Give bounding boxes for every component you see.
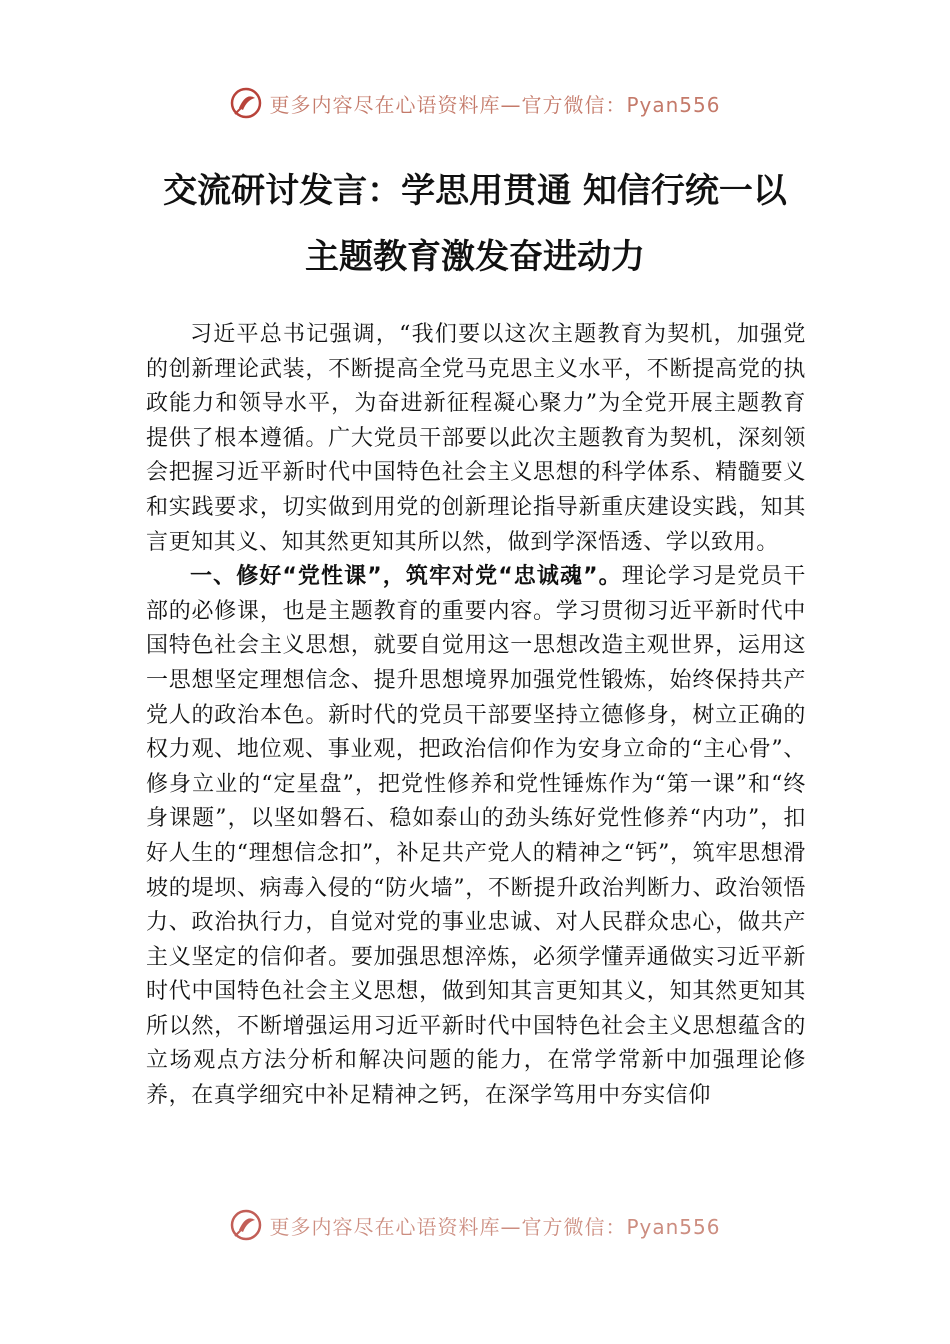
logo-icon xyxy=(229,1208,263,1242)
title-line-1: 交流研讨发言：学思用贯通 知信行统一以 xyxy=(163,171,787,211)
section-heading: 一、修好“党性课”，筑牢对党“忠诚魂”。 xyxy=(190,564,622,590)
logo-icon xyxy=(229,86,263,120)
footer-watermark xyxy=(0,1208,950,1242)
watermark-text: 更多内容尽在心语资料库—官方微信：Pyan556 xyxy=(269,1214,721,1239)
header-watermark xyxy=(0,86,950,120)
section-body: 理论学习是党员干部的必修课，也是主题教育的重要内容。学习贯彻习近平新时代中国特色社会主义思想，就要自觉用这一思想改造主观世界，运用这一思想坚定理想信念、提升思想境界加强党性锻炼，始终保持共产党人的政治本色。新时代的党员干部要坚持立德修身，树立正确的权力观、地位观、事业观，把政治信仰作为安身立命的“主心骨”、修身立业的“定星盘”，把党性修养和党性锤炼作为“第一课”和“终身课题”，以坚如磐石、稳如泰山的劲头练好党性修养“内功”，扣好人生的“理想信念扣”，补足共产党人的精神之“钙”，筑牢思想滑坡的堤坝、病毒入侵的“防火墙”，不断提升政治判断力、政治领悟力、政治执行力，自觉对党的事业忠诚、对人民群众忠心，做共产主义坚定的信仰者。要加强思想淬炼，必须学懂弄通做实习近平新时代中国特色社会主义思想，做到知其言更知其义，知其然更知其所以然，不断增强运用习近平新时代中国特色社会主义思想蕴含的立场观点方法分析和解决问题的能力，在常学常新中加强理论修养，在真学细究中补足精神之钙，在深学笃用中夯实信仰 xyxy=(146,564,806,1109)
document-body xyxy=(146,318,806,1114)
watermark-text: 更多内容尽在心语资料库—官方微信：Pyan556 xyxy=(269,92,721,117)
paragraph-section-1 xyxy=(146,560,806,1114)
document-title xyxy=(110,158,840,290)
paragraph-intro: 习近平总书记强调，“我们要以这次主题教育为契机，加强党的创新理论武装，不断提高全党马克思主义水平，不断提高党的执政能力和领导水平，为奋进新征程凝心聚力”为全党开展主题教育提供了根本遵循。广大党员干部要以此次主题教育为契机，深刻领会把握习近平新时代中国特色社会主义思想的科学体系、精髓要义和实践要求，切实做到用党的创新理论指导新重庆建设实践，知其言更知其义、知其然更知其所以然，做到学深悟透、学以致用。 xyxy=(146,322,806,555)
title-line-2: 主题教育激发奋进动力 xyxy=(305,237,645,277)
